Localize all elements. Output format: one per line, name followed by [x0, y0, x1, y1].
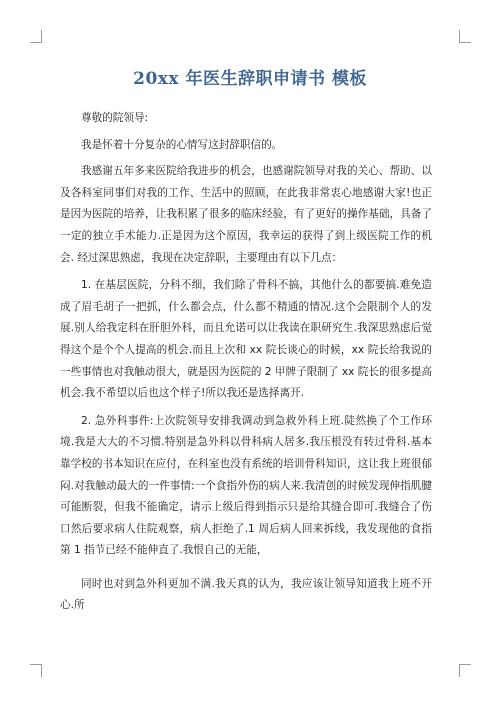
crop-mark-top-right-h	[459, 42, 471, 43]
crop-mark-bottom-right-h	[459, 664, 471, 665]
crop-mark-top-right-v	[459, 30, 460, 42]
paragraph-reason-1: 1. 在基层医院，分科不细，我们除了骨科不搞，其他什么的都要搞.难免造成了眉毛胡子一把抓，什么都会点，什么都不精通的情况.这个会限制个人的发展.别人给我定科在肝胆外科，而且允诺可以让我读在职研究生.我深思熟虑后觉得这个是个个人提高的机会.而且上次和 xx 院长谈心的时候，xx 院长给我说的一些事情也对我触动很大，就是因为医院的 2 甲牌子限制了 xx 院长的很多提高机会.我不希望以后也这个样子!所以我还是选择离开.	[60, 279, 432, 400]
document-body	[60, 108, 432, 617]
document-title: 20xx 年医生辞职申请书 模板	[133, 69, 367, 89]
crop-mark-top-left-h	[30, 42, 42, 43]
paragraph-thanks: 我感谢五年多来医院给我进步的机会，也感谢院领导对我的关心、帮助、以及各科室同事们对我的工作、生活中的照顾，在此我非常衷心地感谢大家!也正是因为医院的培养，让我积累了很多的临床经验，有了更好的操作基础，具备了一定的独立手术能力.正是因为这个原因，我幸运的获得了到上级医院工作的机会. 经过深思熟虑，我现在决定辞职，主要理由有以下几点：	[60, 165, 432, 264]
paragraph-reason-2: 2. 急外科事件:上次院领导安排我调动到急救外科上班.陡然换了个工作环境.我是大大的不习惯.特别是急外科以骨科病人居多.我压根没有转过骨科.基本靠学校的书本知识在应付，在科室也没有系统的培训骨科知识，这让我上班很郁闷.对我触动最大的一件事情:一个食指外伤的病人来.我清创的时候发现伸指肌腱可能断裂，但我不能确定，请示上级后得到指示只是给其缝合即可.我缝合了伤口然后要求病人住院观察，病人拒绝了.1 周后病人回来拆线，我发现他的食指第 1 指节已经不能伸直了.我恨自己的无能，	[60, 414, 432, 557]
intro-line: 我是怀着十分复杂的心情写这封辞职信的。	[81, 138, 283, 151]
crop-mark-bottom-left-v	[41, 665, 42, 677]
paragraph-continuation: 同时也对到急外科更加不满.我天真的认为，我应该让领导知道我上班不开心.所	[60, 577, 432, 612]
salutation: 尊敬的院领导:	[81, 112, 149, 124]
crop-mark-top-left-v	[41, 30, 42, 42]
crop-mark-bottom-right-v	[459, 665, 460, 677]
